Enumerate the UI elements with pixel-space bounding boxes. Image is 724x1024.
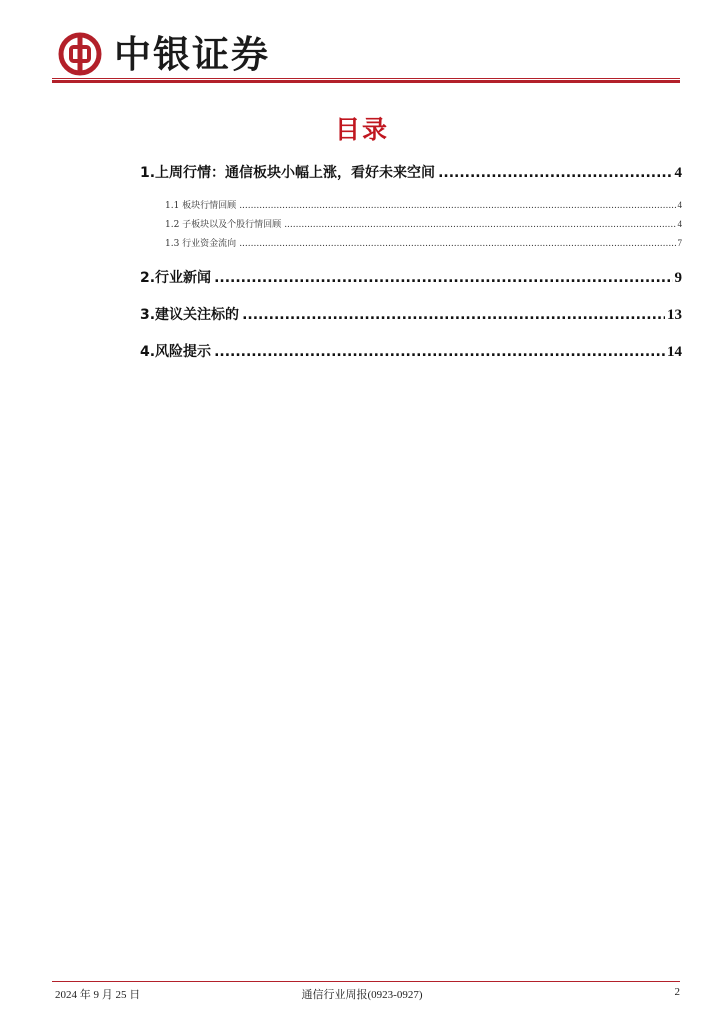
header-divider-thick xyxy=(52,80,680,83)
toc-entry-label: 1.1 板块行情回顾 xyxy=(165,201,237,211)
toc-dot-leader xyxy=(239,239,675,249)
toc-dot-leader xyxy=(214,270,672,286)
toc-dot-leader xyxy=(284,220,675,230)
toc-entry-page: 4 xyxy=(674,165,682,181)
toc-entry-label: 2.行业新闻 xyxy=(140,270,212,286)
footer-divider xyxy=(52,981,680,982)
footer-page-number: 2 xyxy=(674,986,680,998)
toc-entry-page: 9 xyxy=(674,270,682,286)
toc-entry-page: 4 xyxy=(677,200,682,210)
toc-entry-label: 4.风险提示 xyxy=(140,344,212,360)
toc-entry-page: 13 xyxy=(667,307,682,323)
toc-title: 目录 xyxy=(334,115,389,144)
toc-entry-page: 4 xyxy=(677,219,682,229)
toc-entry-label: 1.2 子板块以及个股行情回顾 xyxy=(165,220,282,230)
brand-name: 中银证券 xyxy=(114,32,270,76)
toc-dot-leader xyxy=(239,201,675,211)
toc-entry-section-1-1[interactable] xyxy=(165,198,682,211)
toc-entry-label: 3.建议关注标的 xyxy=(140,307,240,323)
toc-entry-section-2[interactable] xyxy=(140,267,682,287)
footer-date: 2024 年 9 月 25 日 xyxy=(55,989,141,1001)
toc-entry-section-1-3[interactable] xyxy=(165,236,682,249)
toc-entry-page: 7 xyxy=(677,238,682,248)
toc-entry-page: 14 xyxy=(667,344,682,360)
toc-dot-leader xyxy=(438,165,672,181)
toc-entry-section-1-2[interactable] xyxy=(165,217,682,230)
toc-entry-section-3[interactable] xyxy=(140,304,682,324)
toc-dot-leader xyxy=(242,307,665,323)
toc-entry-section-1[interactable] xyxy=(140,162,682,182)
bank-of-china-logo-icon xyxy=(58,32,102,76)
toc-dot-leader xyxy=(214,344,665,360)
page-header xyxy=(52,30,680,85)
toc-entry-label: 1.3 行业资金流向 xyxy=(165,239,237,249)
header-divider-thin xyxy=(52,78,680,79)
footer-report-title: 通信行业周报(0923-0927) xyxy=(301,989,423,1001)
toc-entry-label: 1.上周行情：通信板块小幅上涨，看好未来空间 xyxy=(140,165,436,181)
toc-entry-section-4[interactable] xyxy=(140,341,682,361)
